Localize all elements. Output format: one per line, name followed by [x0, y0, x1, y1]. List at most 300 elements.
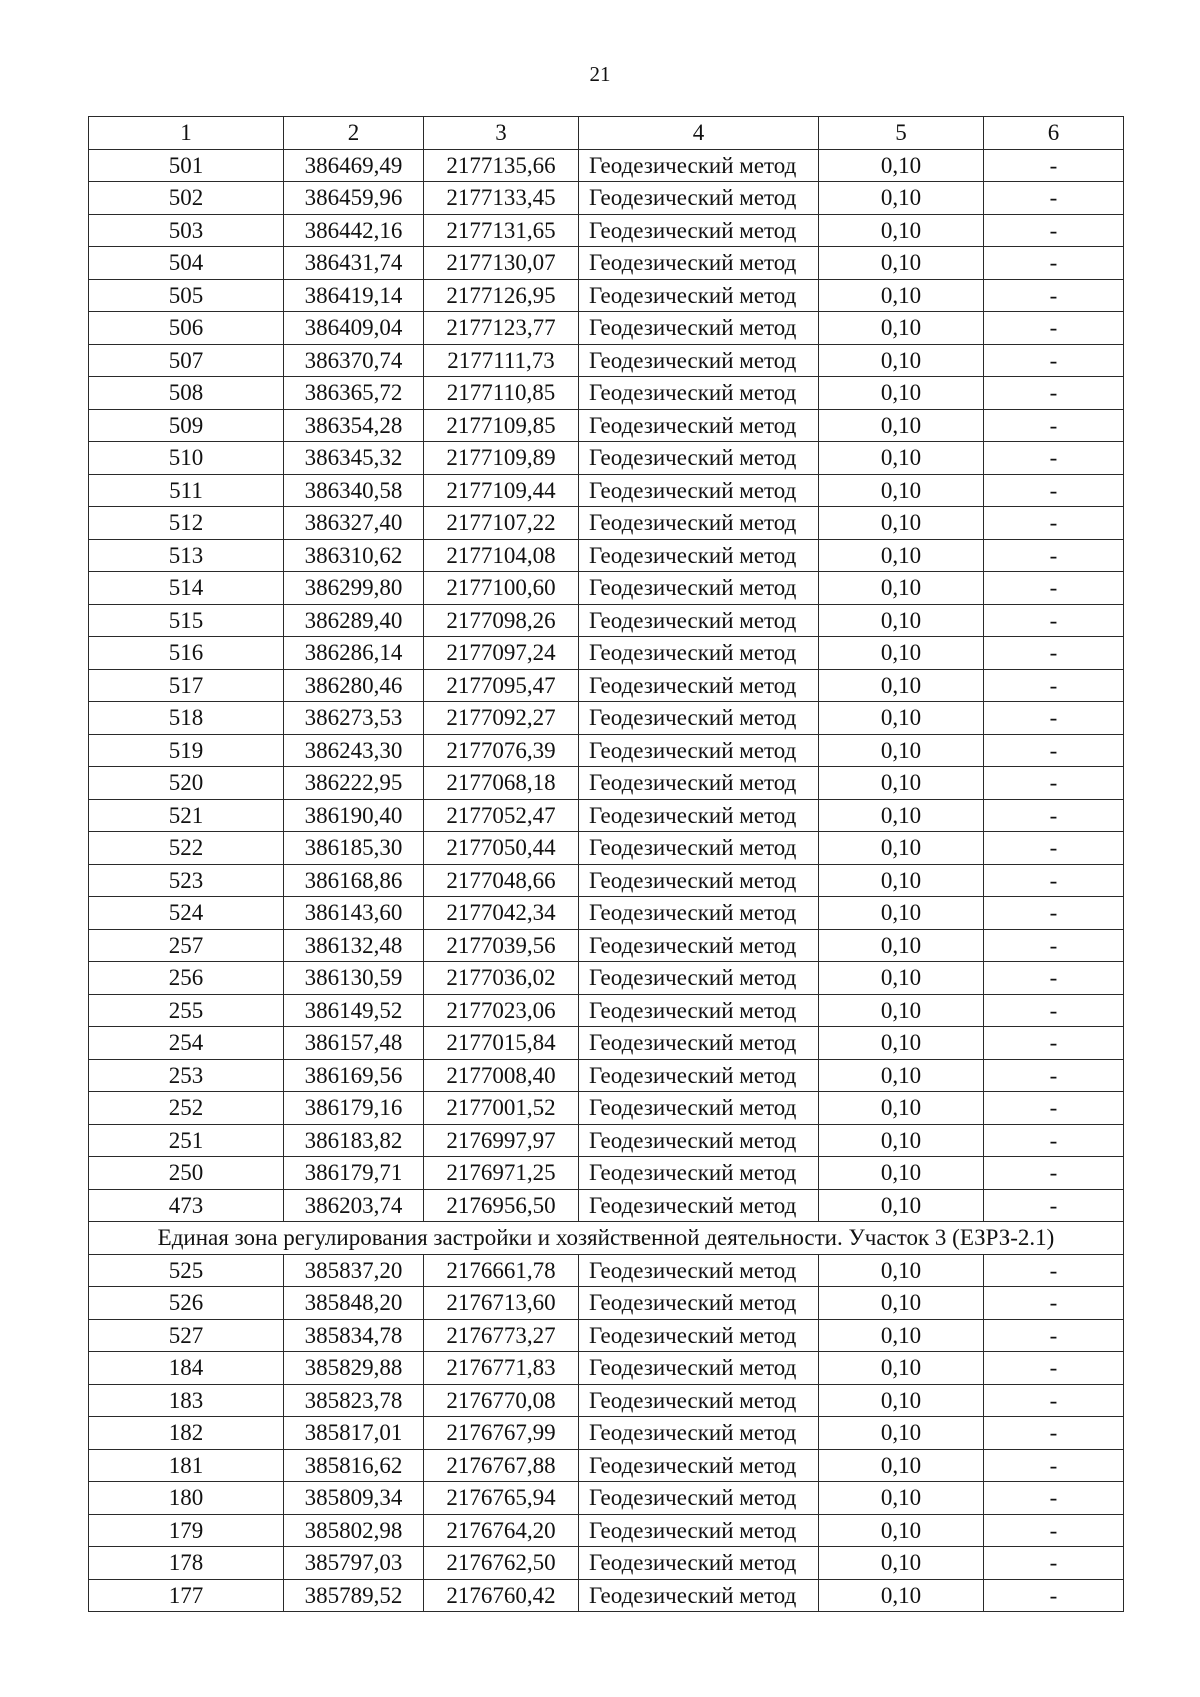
page-number: 21 — [589, 62, 611, 86]
cell-point-number: 254 — [89, 1027, 284, 1060]
cell-point-number: 506 — [89, 312, 284, 345]
cell-coordinate-y: 2177109,89 — [424, 442, 579, 475]
cell-note: - — [984, 1579, 1124, 1612]
cell-point-number: 257 — [89, 929, 284, 962]
coordinates-table — [88, 116, 1124, 1612]
cell-accuracy: 0,10 — [819, 929, 984, 962]
cell-note: - — [984, 864, 1124, 897]
cell-coordinate-x: 386179,71 — [284, 1157, 424, 1190]
cell-method: Геодезический метод — [579, 1319, 819, 1352]
column-header-4: 4 — [579, 117, 819, 150]
cell-method: Геодезический метод — [579, 1287, 819, 1320]
cell-coordinate-x: 385837,20 — [284, 1254, 424, 1287]
table-row — [89, 442, 1124, 475]
cell-point-number: 182 — [89, 1417, 284, 1450]
table-row — [89, 1514, 1124, 1547]
cell-note: - — [984, 442, 1124, 475]
cell-accuracy: 0,10 — [819, 734, 984, 767]
cell-method: Геодезический метод — [579, 214, 819, 247]
cell-accuracy: 0,10 — [819, 1384, 984, 1417]
cell-point-number: 510 — [89, 442, 284, 475]
cell-accuracy: 0,10 — [819, 637, 984, 670]
cell-method: Геодезический метод — [579, 897, 819, 930]
cell-accuracy: 0,10 — [819, 442, 984, 475]
cell-accuracy: 0,10 — [819, 1092, 984, 1125]
cell-point-number: 177 — [89, 1579, 284, 1612]
cell-method: Геодезический метод — [579, 344, 819, 377]
cell-coordinate-y: 2177098,26 — [424, 604, 579, 637]
cell-coordinate-y: 2176773,27 — [424, 1319, 579, 1352]
cell-accuracy: 0,10 — [819, 1254, 984, 1287]
cell-method: Геодезический метод — [579, 149, 819, 182]
cell-coordinate-x: 386273,53 — [284, 702, 424, 735]
cell-note: - — [984, 1417, 1124, 1450]
cell-coordinate-y: 2177042,34 — [424, 897, 579, 930]
cell-accuracy: 0,10 — [819, 149, 984, 182]
table-row — [89, 1254, 1124, 1287]
cell-coordinate-y: 2177001,52 — [424, 1092, 579, 1125]
cell-point-number: 179 — [89, 1514, 284, 1547]
cell-method: Геодезический метод — [579, 962, 819, 995]
cell-coordinate-y: 2176767,99 — [424, 1417, 579, 1450]
cell-point-number: 520 — [89, 767, 284, 800]
cell-note: - — [984, 1319, 1124, 1352]
table-row — [89, 572, 1124, 605]
table-row — [89, 1027, 1124, 1060]
column-header-5: 5 — [819, 117, 984, 150]
table-row — [89, 734, 1124, 767]
table-row — [89, 864, 1124, 897]
table-row — [89, 1092, 1124, 1125]
table-row — [89, 1124, 1124, 1157]
cell-accuracy: 0,10 — [819, 1157, 984, 1190]
cell-coordinate-x: 386469,49 — [284, 149, 424, 182]
cell-coordinate-y: 2177104,08 — [424, 539, 579, 572]
cell-note: - — [984, 1287, 1124, 1320]
table-row — [89, 247, 1124, 280]
table-header — [89, 117, 1124, 150]
table-row — [89, 604, 1124, 637]
table-row — [89, 1157, 1124, 1190]
cell-accuracy: 0,10 — [819, 247, 984, 280]
cell-point-number: 525 — [89, 1254, 284, 1287]
cell-coordinate-y: 2176771,83 — [424, 1352, 579, 1385]
table-row — [89, 669, 1124, 702]
cell-note: - — [984, 1514, 1124, 1547]
cell-method: Геодезический метод — [579, 1124, 819, 1157]
cell-method: Геодезический метод — [579, 1189, 819, 1222]
cell-method: Геодезический метод — [579, 1384, 819, 1417]
cell-note: - — [984, 604, 1124, 637]
cell-coordinate-y: 2177076,39 — [424, 734, 579, 767]
cell-point-number: 519 — [89, 734, 284, 767]
cell-coordinate-x: 386365,72 — [284, 377, 424, 410]
cell-point-number: 516 — [89, 637, 284, 670]
table-row — [89, 702, 1124, 735]
cell-accuracy: 0,10 — [819, 1449, 984, 1482]
table-row — [89, 1579, 1124, 1612]
table-row — [89, 1482, 1124, 1515]
cell-point-number: 513 — [89, 539, 284, 572]
cell-accuracy: 0,10 — [819, 474, 984, 507]
cell-point-number: 526 — [89, 1287, 284, 1320]
cell-accuracy: 0,10 — [819, 1547, 984, 1580]
cell-method: Геодезический метод — [579, 799, 819, 832]
cell-coordinate-y: 2177008,40 — [424, 1059, 579, 1092]
cell-note: - — [984, 929, 1124, 962]
cell-point-number: 256 — [89, 962, 284, 995]
cell-note: - — [984, 572, 1124, 605]
cell-accuracy: 0,10 — [819, 604, 984, 637]
cell-coordinate-y: 2177123,77 — [424, 312, 579, 345]
cell-coordinate-y: 2177039,56 — [424, 929, 579, 962]
cell-point-number: 183 — [89, 1384, 284, 1417]
cell-method: Геодезический метод — [579, 1579, 819, 1612]
cell-coordinate-y: 2176762,50 — [424, 1547, 579, 1580]
cell-coordinate-y: 2177110,85 — [424, 377, 579, 410]
table-row — [89, 312, 1124, 345]
table-row — [89, 1384, 1124, 1417]
cell-method: Геодезический метод — [579, 1482, 819, 1515]
cell-coordinate-x: 386354,28 — [284, 409, 424, 442]
cell-method: Геодезический метод — [579, 572, 819, 605]
cell-note: - — [984, 767, 1124, 800]
table-row — [89, 1417, 1124, 1450]
cell-point-number: 502 — [89, 182, 284, 215]
cell-accuracy: 0,10 — [819, 279, 984, 312]
cell-coordinate-x: 386203,74 — [284, 1189, 424, 1222]
cell-note: - — [984, 409, 1124, 442]
cell-coordinate-x: 386157,48 — [284, 1027, 424, 1060]
cell-coordinate-x: 386459,96 — [284, 182, 424, 215]
cell-coordinate-x: 386280,46 — [284, 669, 424, 702]
cell-accuracy: 0,10 — [819, 832, 984, 865]
cell-point-number: 515 — [89, 604, 284, 637]
cell-note: - — [984, 1547, 1124, 1580]
cell-coordinate-y: 2177050,44 — [424, 832, 579, 865]
cell-coordinate-y: 2176713,60 — [424, 1287, 579, 1320]
cell-note: - — [984, 799, 1124, 832]
cell-coordinate-x: 386299,80 — [284, 572, 424, 605]
cell-method: Геодезический метод — [579, 247, 819, 280]
cell-point-number: 253 — [89, 1059, 284, 1092]
cell-point-number: 508 — [89, 377, 284, 410]
table-row — [89, 897, 1124, 930]
cell-point-number: 522 — [89, 832, 284, 865]
table-row — [89, 539, 1124, 572]
cell-coordinate-y: 2177109,85 — [424, 409, 579, 442]
cell-coordinate-y: 2176956,50 — [424, 1189, 579, 1222]
cell-method: Геодезический метод — [579, 442, 819, 475]
cell-coordinate-y: 2177131,65 — [424, 214, 579, 247]
cell-coordinate-y: 2177107,22 — [424, 507, 579, 540]
cell-method: Геодезический метод — [579, 312, 819, 345]
cell-coordinate-x: 386130,59 — [284, 962, 424, 995]
cell-note: - — [984, 994, 1124, 1027]
table-row — [89, 1287, 1124, 1320]
cell-point-number: 181 — [89, 1449, 284, 1482]
cell-note: - — [984, 832, 1124, 865]
table-row — [89, 637, 1124, 670]
cell-coordinate-x: 386340,58 — [284, 474, 424, 507]
cell-method: Геодезический метод — [579, 864, 819, 897]
cell-note: - — [984, 1254, 1124, 1287]
cell-point-number: 250 — [89, 1157, 284, 1190]
cell-coordinate-x: 385797,03 — [284, 1547, 424, 1580]
cell-accuracy: 0,10 — [819, 377, 984, 410]
cell-coordinate-x: 386409,04 — [284, 312, 424, 345]
cell-method: Геодезический метод — [579, 637, 819, 670]
cell-point-number: 178 — [89, 1547, 284, 1580]
cell-coordinate-x: 385816,62 — [284, 1449, 424, 1482]
cell-note: - — [984, 962, 1124, 995]
cell-note: - — [984, 897, 1124, 930]
section-title: Единая зона регулирования застройки и хозяйственной деятельности. Участок 3 (ЕЗРЗ-2.1) — [89, 1222, 1124, 1255]
cell-method: Геодезический метод — [579, 1092, 819, 1125]
cell-coordinate-y: 2176770,08 — [424, 1384, 579, 1417]
table-row — [89, 279, 1124, 312]
cell-accuracy: 0,10 — [819, 312, 984, 345]
cell-note: - — [984, 247, 1124, 280]
cell-coordinate-y: 2177048,66 — [424, 864, 579, 897]
cell-coordinate-x: 386345,32 — [284, 442, 424, 475]
cell-point-number: 521 — [89, 799, 284, 832]
cell-point-number: 512 — [89, 507, 284, 540]
cell-accuracy: 0,10 — [819, 1287, 984, 1320]
cell-coordinate-y: 2176765,94 — [424, 1482, 579, 1515]
cell-coordinate-y: 2176767,88 — [424, 1449, 579, 1482]
cell-method: Геодезический метод — [579, 832, 819, 865]
cell-coordinate-y: 2177100,60 — [424, 572, 579, 605]
cell-accuracy: 0,10 — [819, 344, 984, 377]
cell-method: Геодезический метод — [579, 1449, 819, 1482]
cell-accuracy: 0,10 — [819, 1579, 984, 1612]
cell-point-number: 255 — [89, 994, 284, 1027]
table-row — [89, 474, 1124, 507]
cell-method: Геодезический метод — [579, 409, 819, 442]
cell-accuracy: 0,10 — [819, 897, 984, 930]
cell-method: Геодезический метод — [579, 994, 819, 1027]
table-row — [89, 799, 1124, 832]
table-row — [89, 994, 1124, 1027]
cell-note: - — [984, 1352, 1124, 1385]
cell-coordinate-x: 386310,62 — [284, 539, 424, 572]
cell-point-number: 514 — [89, 572, 284, 605]
cell-accuracy: 0,10 — [819, 409, 984, 442]
cell-coordinate-x: 385823,78 — [284, 1384, 424, 1417]
cell-note: - — [984, 149, 1124, 182]
cell-coordinate-x: 386143,60 — [284, 897, 424, 930]
cell-coordinate-x: 386419,14 — [284, 279, 424, 312]
cell-note: - — [984, 734, 1124, 767]
cell-note: - — [984, 279, 1124, 312]
cell-point-number: 501 — [89, 149, 284, 182]
column-header-1: 1 — [89, 117, 284, 150]
cell-coordinate-y: 2177068,18 — [424, 767, 579, 800]
cell-coordinate-x: 386168,86 — [284, 864, 424, 897]
cell-coordinate-y: 2177095,47 — [424, 669, 579, 702]
table-row — [89, 929, 1124, 962]
table-row — [89, 1189, 1124, 1222]
cell-method: Геодезический метод — [579, 767, 819, 800]
cell-note: - — [984, 1059, 1124, 1092]
cell-coordinate-x: 385848,20 — [284, 1287, 424, 1320]
cell-point-number: 518 — [89, 702, 284, 735]
table-row — [89, 1449, 1124, 1482]
cell-accuracy: 0,10 — [819, 1514, 984, 1547]
cell-method: Геодезический метод — [579, 1027, 819, 1060]
table-row — [89, 344, 1124, 377]
cell-point-number: 252 — [89, 1092, 284, 1125]
cell-note: - — [984, 1157, 1124, 1190]
cell-point-number: 507 — [89, 344, 284, 377]
cell-coordinate-y: 2177097,24 — [424, 637, 579, 670]
table-row — [89, 377, 1124, 410]
cell-note: - — [984, 377, 1124, 410]
table-row — [89, 962, 1124, 995]
cell-method: Геодезический метод — [579, 1059, 819, 1092]
cell-coordinate-y: 2177133,45 — [424, 182, 579, 215]
cell-coordinate-x: 386132,48 — [284, 929, 424, 962]
cell-note: - — [984, 539, 1124, 572]
cell-point-number: 511 — [89, 474, 284, 507]
cell-point-number: 527 — [89, 1319, 284, 1352]
cell-accuracy: 0,10 — [819, 669, 984, 702]
column-header-3: 3 — [424, 117, 579, 150]
table-row — [89, 149, 1124, 182]
cell-note: - — [984, 182, 1124, 215]
table-row — [89, 767, 1124, 800]
header-row — [89, 117, 1124, 150]
cell-point-number: 509 — [89, 409, 284, 442]
cell-method: Геодезический метод — [579, 1547, 819, 1580]
cell-accuracy: 0,10 — [819, 1059, 984, 1092]
cell-method: Геодезический метод — [579, 507, 819, 540]
cell-accuracy: 0,10 — [819, 962, 984, 995]
cell-note: - — [984, 344, 1124, 377]
cell-note: - — [984, 1449, 1124, 1482]
cell-coordinate-x: 386185,30 — [284, 832, 424, 865]
cell-accuracy: 0,10 — [819, 864, 984, 897]
cell-note: - — [984, 1124, 1124, 1157]
cell-point-number: 517 — [89, 669, 284, 702]
cell-coordinate-x: 386431,74 — [284, 247, 424, 280]
cell-accuracy: 0,10 — [819, 572, 984, 605]
cell-coordinate-x: 385817,01 — [284, 1417, 424, 1450]
cell-coordinate-y: 2177092,27 — [424, 702, 579, 735]
cell-coordinate-y: 2176997,97 — [424, 1124, 579, 1157]
column-header-6: 6 — [984, 117, 1124, 150]
table-row — [89, 214, 1124, 247]
cell-method: Геодезический метод — [579, 1352, 819, 1385]
cell-point-number: 251 — [89, 1124, 284, 1157]
section-row — [89, 1222, 1124, 1255]
table-row — [89, 182, 1124, 215]
cell-point-number: 184 — [89, 1352, 284, 1385]
cell-method: Геодезический метод — [579, 377, 819, 410]
cell-point-number: 505 — [89, 279, 284, 312]
table-row — [89, 1352, 1124, 1385]
table-row — [89, 507, 1124, 540]
cell-method: Геодезический метод — [579, 1417, 819, 1450]
cell-point-number: 503 — [89, 214, 284, 247]
cell-coordinate-y: 2177023,06 — [424, 994, 579, 1027]
cell-point-number: 473 — [89, 1189, 284, 1222]
cell-method: Геодезический метод — [579, 182, 819, 215]
cell-coordinate-x: 385789,52 — [284, 1579, 424, 1612]
cell-coordinate-x: 386286,14 — [284, 637, 424, 670]
cell-note: - — [984, 669, 1124, 702]
cell-method: Геодезический метод — [579, 604, 819, 637]
cell-coordinate-y: 2177109,44 — [424, 474, 579, 507]
cell-coordinate-x: 386243,30 — [284, 734, 424, 767]
cell-coordinate-x: 386183,82 — [284, 1124, 424, 1157]
cell-coordinate-x: 386179,16 — [284, 1092, 424, 1125]
cell-note: - — [984, 637, 1124, 670]
cell-note: - — [984, 214, 1124, 247]
cell-coordinate-x: 386222,95 — [284, 767, 424, 800]
cell-accuracy: 0,10 — [819, 507, 984, 540]
cell-note: - — [984, 312, 1124, 345]
cell-coordinate-x: 386370,74 — [284, 344, 424, 377]
cell-point-number: 523 — [89, 864, 284, 897]
cell-method: Геодезический метод — [579, 669, 819, 702]
cell-coordinate-x: 385802,98 — [284, 1514, 424, 1547]
cell-coordinate-y: 2176661,78 — [424, 1254, 579, 1287]
cell-accuracy: 0,10 — [819, 994, 984, 1027]
cell-accuracy: 0,10 — [819, 702, 984, 735]
cell-method: Геодезический метод — [579, 539, 819, 572]
cell-note: - — [984, 1384, 1124, 1417]
cell-coordinate-y: 2177130,07 — [424, 247, 579, 280]
cell-coordinate-y: 2176971,25 — [424, 1157, 579, 1190]
cell-note: - — [984, 702, 1124, 735]
cell-method: Геодезический метод — [579, 1514, 819, 1547]
cell-method: Геодезический метод — [579, 702, 819, 735]
cell-coordinate-x: 386169,56 — [284, 1059, 424, 1092]
cell-method: Геодезический метод — [579, 474, 819, 507]
cell-accuracy: 0,10 — [819, 214, 984, 247]
cell-method: Геодезический метод — [579, 279, 819, 312]
cell-coordinate-y: 2177135,66 — [424, 149, 579, 182]
table-row — [89, 832, 1124, 865]
cell-accuracy: 0,10 — [819, 539, 984, 572]
cell-method: Геодезический метод — [579, 1254, 819, 1287]
cell-coordinate-x: 386327,40 — [284, 507, 424, 540]
cell-coordinate-y: 2177111,73 — [424, 344, 579, 377]
cell-coordinate-y: 2177126,95 — [424, 279, 579, 312]
cell-method: Геодезический метод — [579, 734, 819, 767]
cell-note: - — [984, 1092, 1124, 1125]
cell-point-number: 504 — [89, 247, 284, 280]
cell-accuracy: 0,10 — [819, 1482, 984, 1515]
table-row — [89, 409, 1124, 442]
cell-point-number: 524 — [89, 897, 284, 930]
cell-coordinate-y: 2177036,02 — [424, 962, 579, 995]
cell-note: - — [984, 1189, 1124, 1222]
table-row — [89, 1319, 1124, 1352]
cell-accuracy: 0,10 — [819, 182, 984, 215]
table-body — [89, 149, 1124, 1612]
cell-accuracy: 0,10 — [819, 767, 984, 800]
cell-coordinate-y: 2176760,42 — [424, 1579, 579, 1612]
table-row — [89, 1059, 1124, 1092]
cell-coordinate-y: 2176764,20 — [424, 1514, 579, 1547]
cell-coordinate-x: 386149,52 — [284, 994, 424, 1027]
cell-coordinate-x: 386190,40 — [284, 799, 424, 832]
cell-accuracy: 0,10 — [819, 1319, 984, 1352]
cell-accuracy: 0,10 — [819, 1417, 984, 1450]
